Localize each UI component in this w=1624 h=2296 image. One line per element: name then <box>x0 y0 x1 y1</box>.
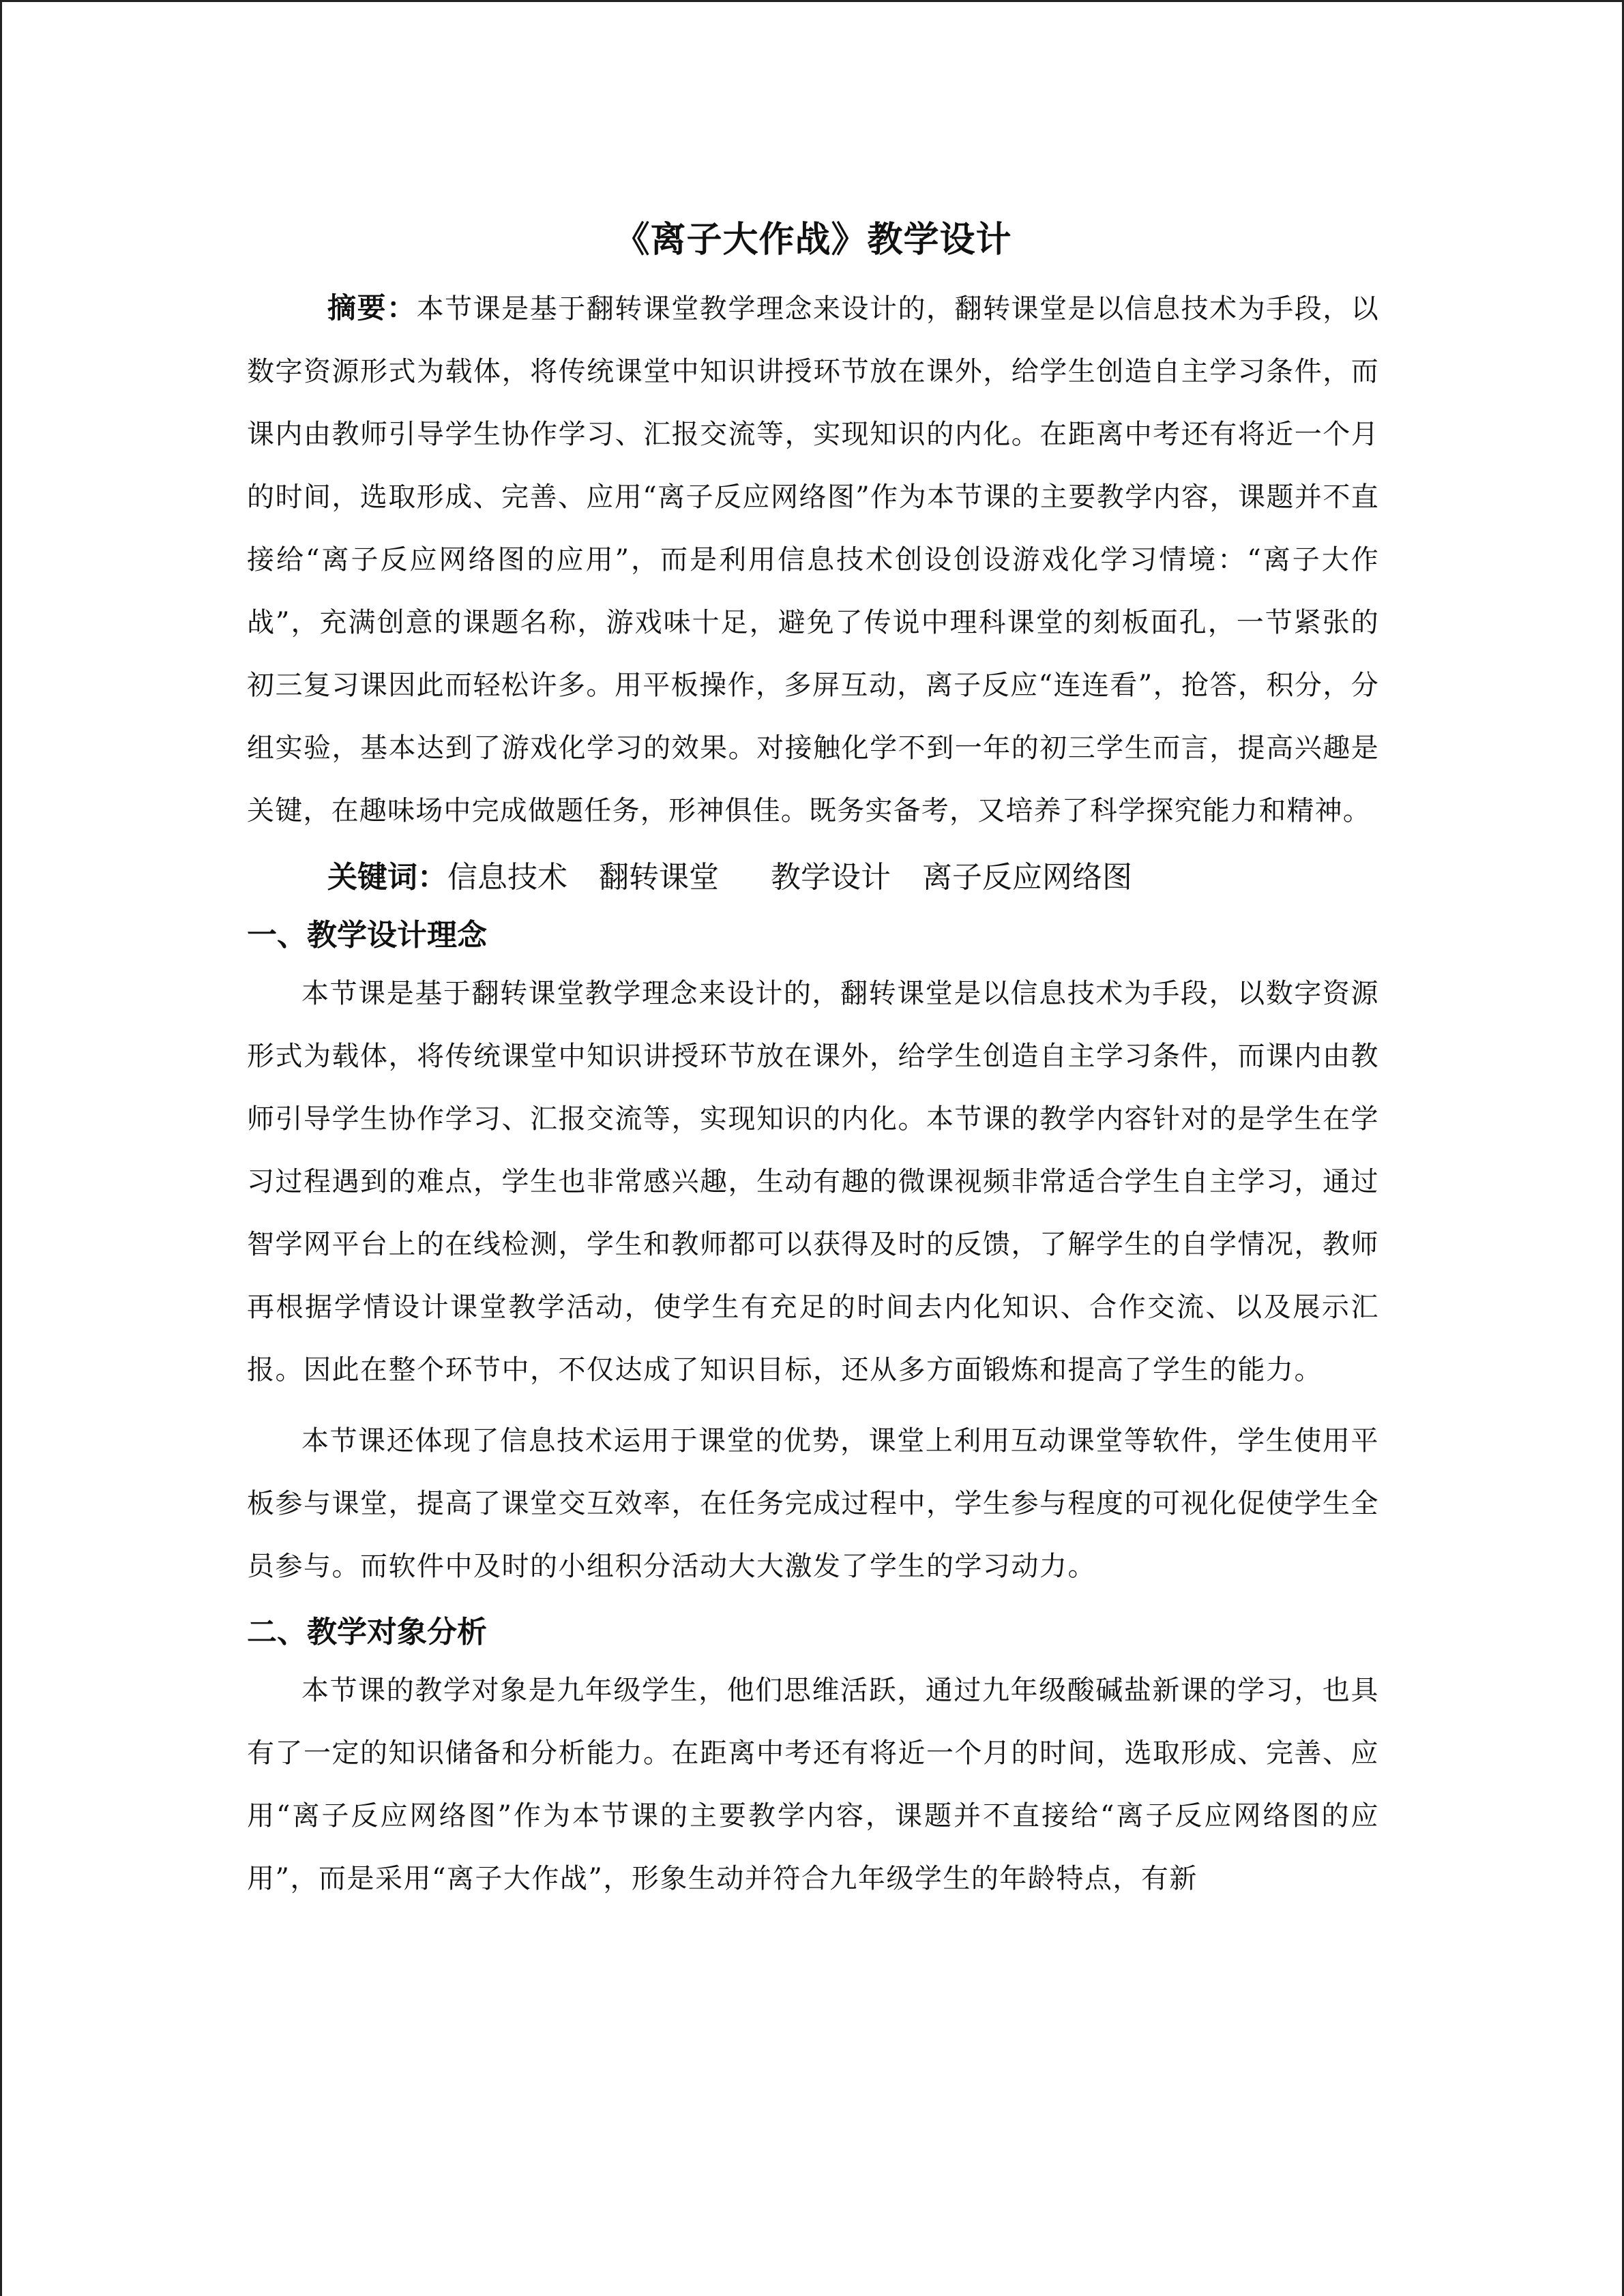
section-paragraph: 本节课还体现了信息技术运用于课堂的优势，课堂上利用互动课堂等软件，学生使用平板参与课堂，提高了课堂交互效率，在任务完成过程中，学生参与程度的可视化促使学生全员参与。而软件中及时的小组积分活动大大激发了学生的学习动力。 <box>247 1425 1379 1582</box>
abstract <box>247 277 1379 842</box>
section-heading: 二、教学对象分析 <box>247 1615 487 1650</box>
document-title: 《离子大作战》教学设计 <box>614 219 1012 260</box>
keyword: 离子反应网络图 <box>922 860 1132 895</box>
section-heading: 一、教学设计理念 <box>247 918 487 953</box>
document-body <box>247 215 1379 1918</box>
keywords-label: 关键词： <box>327 860 447 895</box>
keyword: 翻转课堂 <box>599 860 719 895</box>
keywords-line <box>247 846 1379 909</box>
keyword: 信息技术 <box>447 860 567 895</box>
abstract-text: 本节课是基于翻转课堂教学理念来设计的，翻转课堂是以信息技术为手段，以数字资源形式为载体，将传统课堂中知识讲授环节放在课外，给学生创造自主学习条件，而课内由教师引导学生协作学习、汇报交流等，实现知识的内化。在距离中考还有将近一个月的时间，选取形成、完善、应用“离子反应网络图”作为本节课的主要教学内容，课题并不直接给“离子反应网络图的应用”，而是利用信息技术创设创设游戏化学习情境：“离子大作战”，充满创意的课题名称，游戏味十足，避免了传说中理科课堂的刻板面孔，一节紧张的初三复习课因此而轻松许多。用平板操作，多屏互动，离子反应“连连看”，抢答，积分，分组实验，基本达到了游戏化学习的效果。对接触化学不到一年的初三学生而言，提高兴趣是关键，在趣味场中完成做题任务，形神俱佳。既务实备考，又培养了科学探究能力和精神。 <box>247 293 1379 826</box>
keyword: 教学设计 <box>771 860 891 895</box>
abstract-label: 摘要： <box>327 291 417 325</box>
section-paragraph: 本节课是基于翻转课堂教学理念来设计的，翻转课堂是以信息技术为手段，以数字资源形式为载体，将传统课堂中知识讲授环节放在课外，给学生创造自主学习条件，而课内由教师引导学生协作学习、汇报交流等，实现知识的内化。本节课的教学内容针对的是学生在学习过程遇到的难点，学生也非常感兴趣，生动有趣的微课视频非常适合学生自主学习，通过智学网平台上的在线检测，学生和教师都可以获得及时的反馈，了解学生的自学情况，教师再根据学情设计课堂教学活动，使学生有充足的时间去内化知识、合作交流、以及展示汇报。因此在整个环节中，不仅达成了知识目标，还从多方面锻炼和提高了学生的能力。 <box>247 978 1379 1386</box>
section-paragraph: 本节课的教学对象是九年级学生，他们思维活跃，通过九年级酸碱盐新课的学习，也具有了一定的知识储备和分析能力。在距离中考还有将近一个月的时间，选取形成、完善、应用“离子反应网络图”作为本节课的主要教学内容，课题并不直接给“离子反应网络图的应用”，而是采用“离子大作战”，形象生动并符合九年级学生的年龄特点，有新 <box>247 1675 1379 1894</box>
